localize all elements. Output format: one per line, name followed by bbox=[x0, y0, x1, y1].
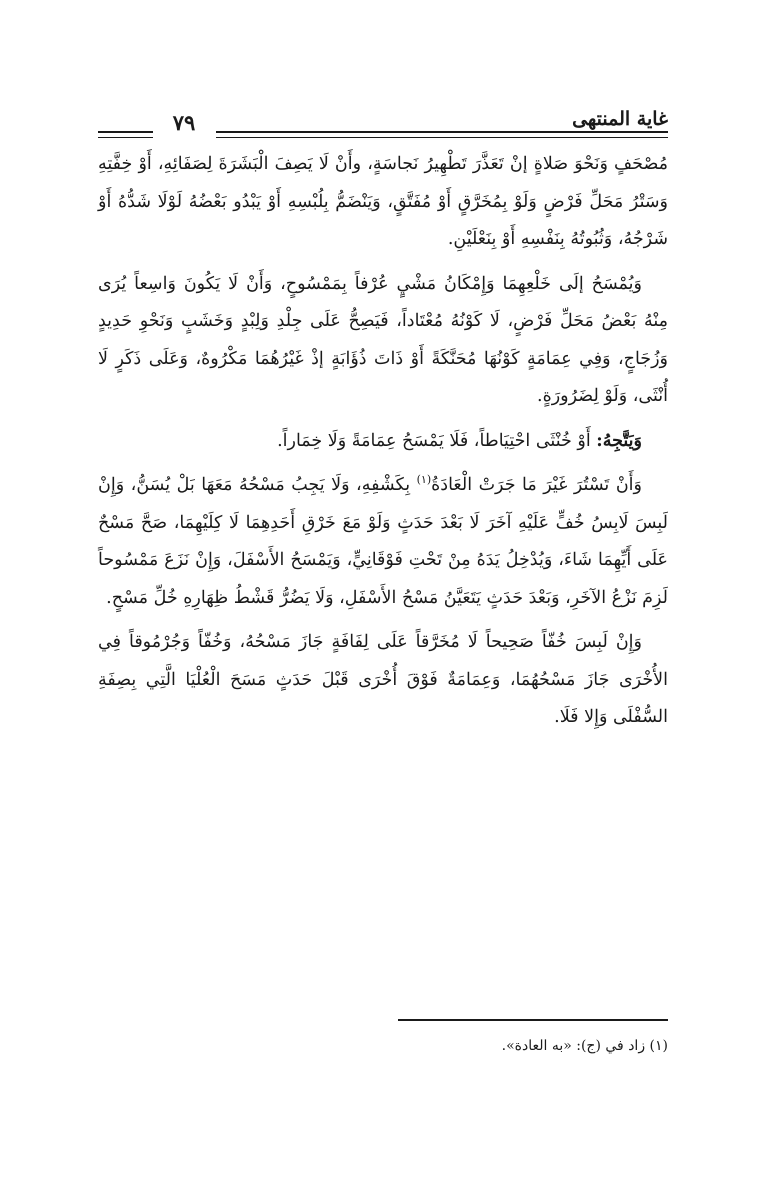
footnote-separator bbox=[398, 1019, 668, 1021]
page-header bbox=[98, 104, 668, 144]
paragraph-lead: وَيَتَّجِهُ: bbox=[596, 430, 642, 451]
header-rule-left bbox=[98, 131, 153, 138]
paragraph bbox=[98, 146, 668, 259]
paragraph-text: أَوْ خُنْثَى احْتِيَاطاً، فَلَا يَمْسَحُ عِمَامَةً وَلَا خِمَاراً. bbox=[277, 430, 597, 451]
paragraph-text: وَيُمْسَحُ إلَى خَلْعِهِمَا وَإِمْكَانُ مَشْيٍ عُرْفاً بِمَمْسُوحٍ، وَأَنْ لَا يَكُونَ وَاسِعاً يُرَى مِنْهُ بَعْضُ مَحَلِّ فَرْضٍ، لَا كَوْنُهُ مُعْتَاداً، فَيَصِحُّ عَلَى جِلْدِ وَلِبْدٍ وَخَشَبٍ وَنَحْوِ حَدِيدٍ وَزُجَاجٍ، وَفِي عِمَامَةٍ كَوْنُهَا مُحَنَّكَةً أَوْ ذَاتَ ذُؤَابَةٍ إذْ غَيْرُهُمَا مَكْرُوهٌ، وَعَلَى ذَكَرٍ لَا أُنْثَى، وَلَوْ لِضَرُورَةٍ. bbox=[98, 273, 668, 406]
paragraph-text: وَإِنْ لَبِسَ خُفّاً صَحِيحاً لَا مُخَرَّقاً عَلَى لِفَافَةٍ جَازَ مَسْحُهُ، وَخُفّاً وَجُرْمُوقاً فِي الأُخْرَى جَازَ مَسْحُهُمَا، وَعِمَامَةٌ فَوْقَ أُخْرَى قَبْلَ حَدَثٍ مَسَحَ الْعُلْيَا الَّتِي بِصِفَةِ السُّفْلَى وَإِلا فَلَا. bbox=[98, 632, 668, 727]
paragraph bbox=[98, 624, 668, 737]
header-rule-right bbox=[216, 131, 668, 138]
main-text bbox=[98, 146, 668, 744]
footnote-reference[interactable]: (١) bbox=[416, 473, 432, 487]
paragraph bbox=[98, 266, 668, 416]
paragraph-text: وَأَنْ تَسْتُرَ غَيْرَ مَا جَرَتْ الْعَادَةُ bbox=[431, 475, 642, 495]
page-number: ٧٩ bbox=[172, 110, 196, 135]
running-title: غاية المنتهى bbox=[572, 108, 668, 130]
paragraph-text-continued: بِكَشْفِهِ، وَلَا يَجِبُ مَسْحُهُ مَعَهَا بَلْ يُسَنُّ، وَإِنْ لَبِسَ لَابِسُ خُفٍّ عَلَيْهِ آخَرَ لَا بَعْدَ حَدَثٍ وَلَوْ مَعَ خَرْقِ أَحَدِهِمَا لَا كِلَيْهِمَا، صَحَّ مَسْحٌ عَلَى أَيِّهِمَا شَاءَ، وَيُدْخِلُ يَدَهُ مِنْ تَحْتِ فَوْقَانِيٍّ، وَيَمْسَحُ الأَسْفَلَ، وَإِنْ نَزَعَ مَمْسُوحاً لَزِمَ نَزْعُ الآخَرِ، وَبَعْدَ حَدَثٍ يَتَعَيَّنُ مَسْحُ الأَسْفَلِ، وَلَا يَضُرُّ قَشْطُ ظِهَارِهِ خُلِّ مَسْحٍ. bbox=[98, 475, 668, 608]
paragraph bbox=[98, 467, 668, 617]
paragraph-text: مُصْحَفٍ وَنَحْوَ صَلاةٍ إنْ تَعَذَّرَ تَطْهِيرُ نَجاسَةٍ، وأَنْ لَا يَصِفَ الْبَشَرَةَ لِصَفَائِهِ، أَوْ خِفَّتِهِ وَسَتْرُ مَحَلِّ فَرْضٍ وَلَوْ بِمُخَرَّقٍ أَوْ مُفَتَّقٍ، وَيَنْضَمُّ بِلُبْسِهِ أَوْ يَبْدُو بَعْضُهُ لَوْلَا شَدُّهُ أَوْ شَرْجُهُ، وَثُبُوتُهُ بِنَفْسِهِ أَوْ بِنَعْلَيْنِ. bbox=[98, 154, 668, 249]
paragraph bbox=[98, 423, 668, 461]
footnote: (١) زاد في (ج): «به العادة». bbox=[501, 1038, 668, 1054]
